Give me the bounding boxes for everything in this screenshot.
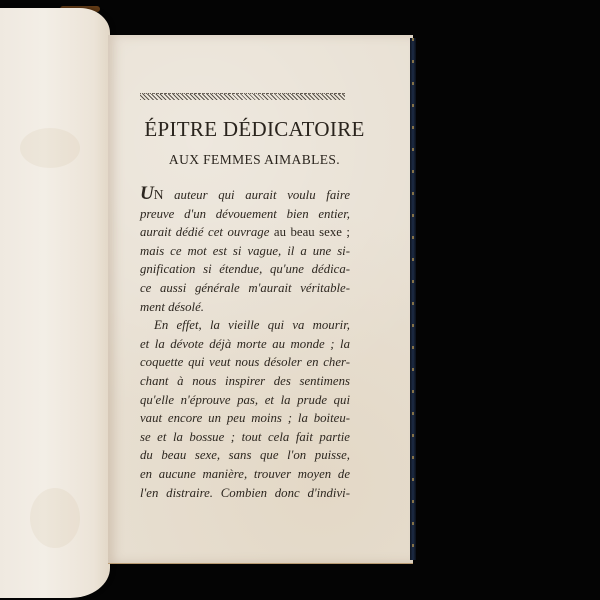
left-page-curled xyxy=(0,8,110,598)
drop-cap: U xyxy=(140,183,154,204)
text-line: ment désolé. xyxy=(140,299,204,314)
body-text xyxy=(140,185,350,502)
book-spine-binding xyxy=(410,38,416,560)
text-line: chant à nous inspirer des sentimens xyxy=(140,373,350,388)
text-line: l'en distraire. Combien donc d'indivi- xyxy=(140,485,350,500)
paper-stain xyxy=(20,128,80,168)
page-subtitle: AUX FEMMES AIMABLES. xyxy=(168,152,341,167)
text-line: coquette qui veut nous désoler en cher- xyxy=(140,355,350,370)
text-line: du beau sexe, sans que l'on puisse, xyxy=(140,448,350,463)
text-line: et la dévote déjà morte au monde ; la xyxy=(140,336,350,351)
page-title: ÉPITRE DÉDICATOIRE xyxy=(144,117,365,141)
text-line: en aucune manière, trouver moyen de xyxy=(140,466,350,481)
text-line: vaut encore un peu moins ; la boiteu- xyxy=(140,411,350,426)
ornamental-rule xyxy=(140,93,345,100)
text-line: UN auteur qui aurait voulu faire xyxy=(140,183,350,204)
text-line: ce aussi générale m'aurait véritable- xyxy=(140,280,350,295)
paper-stain xyxy=(30,488,80,548)
right-page xyxy=(108,35,413,564)
text-line: mais ce mot est si vague, il a une si- xyxy=(140,243,350,258)
text-line: qu'elle n'éprouve pas, et la prude qui xyxy=(140,392,350,407)
text-line: aurait dédié cet ouvrage au beau sexe ; xyxy=(140,225,350,240)
text-line: En effet, la vieille qui va mourir, xyxy=(154,318,350,333)
text-line: preuve d'un dévouement bien entier, xyxy=(140,206,350,221)
text-line: gnification si étendue, qu'une dédica- xyxy=(140,262,350,277)
text-line: se et la bossue ; tout cela fait partie xyxy=(140,429,350,444)
